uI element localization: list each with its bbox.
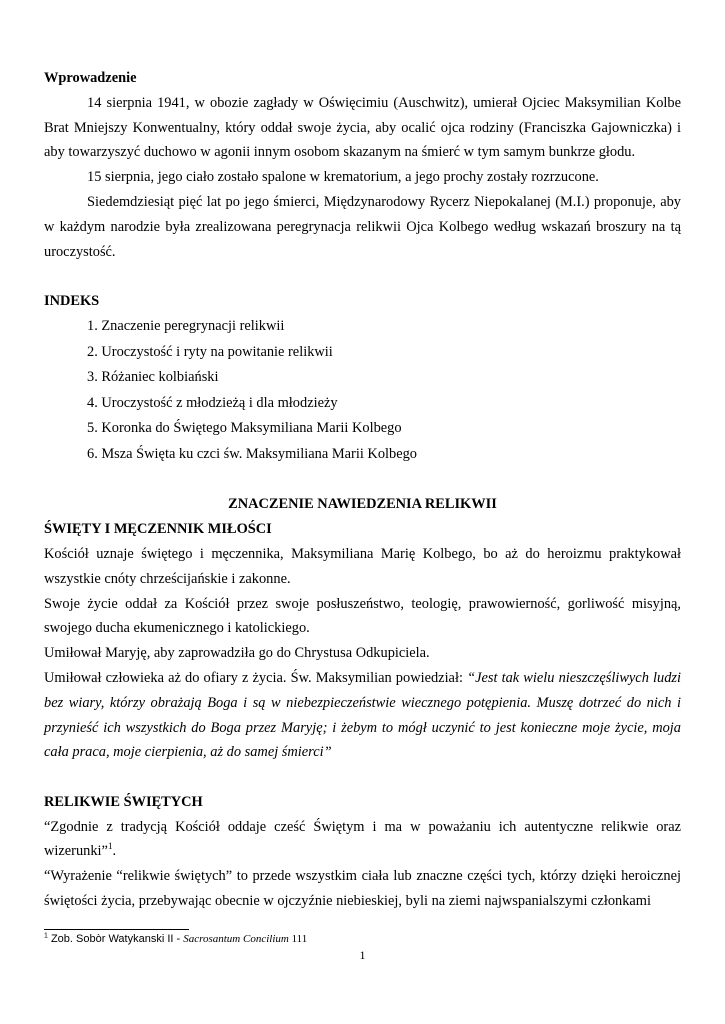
footnote [44, 932, 307, 946]
index-list [44, 314, 681, 468]
intro-paragraph-2: 15 sierpnia, jego ciało zostało spalone w krematorium, a jego prochy zostały rozrzucone. [87, 169, 599, 186]
period: . [112, 843, 117, 860]
intro-heading: Wprowadzenie [44, 70, 137, 86]
index-item: 3. Różaniec kolbiański [87, 369, 219, 386]
section1-paragraph-1: Kościół uznaje świętego i męczennika, Maksymiliana Marię Kolbego, bo aż do heroizmu praktykował wszystkie cnóty chrześcijańskie i zakonne. [44, 545, 681, 587]
index-heading: INDEKS [44, 293, 100, 310]
page-number: 1 [359, 948, 366, 962]
index-item: 5. Koronka do Świętego Maksymiliana Marii Kolbego [87, 420, 402, 437]
index-item: 1. Znaczenie peregrynacji relikwii [87, 317, 285, 334]
spacer [44, 264, 681, 289]
footnote-source: Sacrosantum Concilium [183, 933, 289, 945]
relics-heading: RELIKWIE ŚWIĘTYCH [44, 793, 203, 810]
footnote-text: Zob. Sobòr Watykanski II - [47, 933, 184, 945]
section-subtitle: ŚWIĘTY I MĘCZENNIK MIŁOŚCI [44, 521, 272, 538]
footnote-separator [44, 929, 189, 930]
document-page [44, 66, 681, 914]
relics-paragraph-1 [44, 815, 681, 865]
section-title: ZNACZENIE NAWIEDZENIA RELIKWII [228, 496, 497, 513]
quote-lead: Umiłował człowieka aż do ofiary z życia. Św. Maksymilian powiedział: [44, 669, 468, 686]
intro-paragraph-1: 14 sierpnia 1941, w obozie zagłady w Oświęcimiu (Auschwitz), umierał Ojciec Maksymilian Kolbe Brat Mniejszy Konwentualny, który oddał swoje życia, aby ocalić ojca rodziny (Franciszka Gajowniczka) i aby towarzyszyć duchowo w agonii innym osobom skazanym na śmierć w tym samym bunkrze głodu. [44, 94, 681, 161]
section1-paragraph-3: Umiłował Maryję, aby zaprowadziła go do Chrystusa Odkupiciela. [44, 645, 430, 662]
relics-quote: “Zgodnie z tradycją Kościół oddaje cześć Świętym i ma w poważaniu ich autentyczne relikwie oraz wizerunki” [44, 818, 681, 860]
section1-paragraph-4 [44, 666, 681, 765]
relics-paragraph-2: “Wyrażenie “relikwie świętych” to przede wszystkim ciała lub znaczne części tych, którzy dzięki heroicznej świętości życia, przebywając obecnie w ojczyźnie niebieskiej, byli na ziemi najwspanialszymi członkami [44, 868, 681, 910]
index-item: 2. Uroczystość i ryty na powitanie relikwii [87, 343, 333, 360]
intro-paragraph-3: Siedemdziesiąt pięć lat po jego śmierci, Międzynarodowy Rycerz Niepokalanej (M.I.) proponuje, aby w każdym narodzie była zrealizowana peregrynacja relikwii Ojca Kolbego według wskazań broszury na tą uroczystość. [44, 193, 681, 260]
footnote-number: 111 [288, 933, 308, 945]
index-item: 6. Msza Święta ku czci św. Maksymiliana Marii Kolbego [87, 445, 417, 462]
kolbe-quote: “Jest tak wielu nieszczęśliwych ludzi bez wiary, którzy obrażają Boga i są w niebezpieczeństwie wiecznego potępienia. Muszę dotrzeć do nich i przynieść ich wszystkich do Boga przez Maryję; i żebym to mógł uczynić to jest konieczne moje życie, moja cała praca, moje cierpienia, aż do samej śmierci” [44, 669, 681, 761]
footnote-mark: 1 [44, 932, 48, 940]
spacer [44, 765, 681, 790]
footnote-reference[interactable]: 1 [107, 841, 113, 852]
index-item: 4. Uroczystość z młodzieżą i dla młodzieży [87, 394, 338, 411]
section1-paragraph-2: Swoje życie oddał za Kościół przez swoje posłuszeństwo, teologię, prawowierność, gorliwość misyjną, swojego ducha ekumenicznego i katolickiego. [44, 595, 681, 637]
spacer [44, 468, 681, 493]
